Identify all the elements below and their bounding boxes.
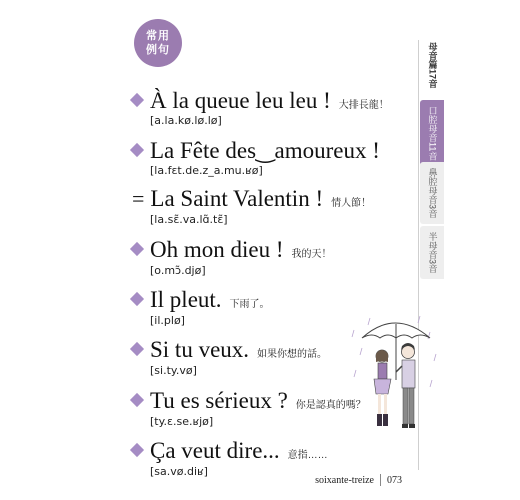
page-number: 073 — [387, 474, 402, 486]
ipa-transcription: [o.mɔ̃.djø] — [150, 264, 206, 277]
phrase-row — [132, 388, 366, 414]
diamond-bullet-icon — [130, 393, 144, 407]
french-phrase: Ça veut dire... — [150, 438, 280, 463]
tab-label: 口腔母音11音 — [427, 106, 438, 161]
diamond-bullet-icon — [130, 242, 144, 256]
badge-line-1: 常用 — [146, 30, 170, 42]
tab-semi-vowels[interactable] — [420, 226, 444, 279]
phrase-row — [132, 287, 270, 313]
ipa-transcription: [ty.ɛ.se.ʁjø] — [150, 415, 214, 428]
french-phrase: La Fête des‿amoureux ! — [150, 138, 380, 163]
equals-marker: = — [132, 186, 145, 211]
french-phrase: La Saint Valentin ! — [150, 186, 324, 211]
couple-umbrella-illustration — [350, 310, 440, 440]
chinese-translation: 我的天！ — [291, 249, 332, 260]
diamond-bullet-icon — [130, 292, 144, 306]
chinese-translation: 下雨了。 — [229, 299, 270, 310]
section-badge — [134, 19, 182, 67]
chinese-translation: 意指…… — [287, 450, 328, 461]
tab-label: 半母音3音 — [427, 232, 438, 274]
phrase-row — [132, 186, 371, 212]
phrase-row — [132, 237, 332, 263]
tab-vowels-17[interactable] — [420, 42, 444, 88]
tab-label: 母音篇17音 — [427, 42, 438, 89]
french-phrase: À la queue leu leu ! — [150, 88, 331, 113]
ipa-transcription: [sa.vø.diʁ] — [150, 465, 208, 478]
page-number-word: soixante-treize — [315, 474, 374, 486]
phrase-row — [132, 138, 388, 164]
phrase-row — [132, 438, 328, 464]
diamond-bullet-icon — [130, 143, 144, 157]
ipa-transcription: [la.fɛt.de.z_a.mu.ʁø] — [150, 164, 263, 177]
diamond-bullet-icon — [130, 342, 144, 356]
diamond-bullet-icon — [130, 443, 144, 457]
chinese-translation: 大排長龍！ — [338, 100, 389, 111]
tab-nasal-vowels[interactable] — [420, 162, 444, 224]
french-phrase: Tu es sérieux ? — [150, 388, 288, 413]
ipa-transcription: [a.la.kø.lø.lø] — [150, 114, 222, 127]
phrase-row — [132, 88, 389, 114]
page-footer — [315, 474, 402, 486]
french-phrase: Oh mon dieu ! — [150, 237, 284, 262]
footer-divider — [380, 474, 381, 486]
chinese-translation: 你是認真的嗎？ — [295, 400, 366, 411]
tab-label: 鼻腔母音3音 — [427, 168, 438, 219]
ipa-transcription: [la.sɛ̃.va.lɑ̃.tɛ̃] — [150, 213, 228, 226]
tab-oral-vowels[interactable] — [420, 100, 444, 166]
french-phrase: Si tu veux. — [150, 337, 250, 362]
french-phrase: Il pleut. — [150, 287, 222, 312]
chinese-translation: 情人節！ — [331, 198, 372, 209]
badge-line-2: 例句 — [146, 44, 170, 56]
phrase-row — [132, 337, 327, 363]
ipa-transcription: [il.plø] — [150, 314, 185, 327]
chinese-translation: 如果你想的話。 — [257, 349, 328, 360]
ipa-transcription: [si.ty.vø] — [150, 364, 197, 377]
diamond-bullet-icon — [130, 93, 144, 107]
